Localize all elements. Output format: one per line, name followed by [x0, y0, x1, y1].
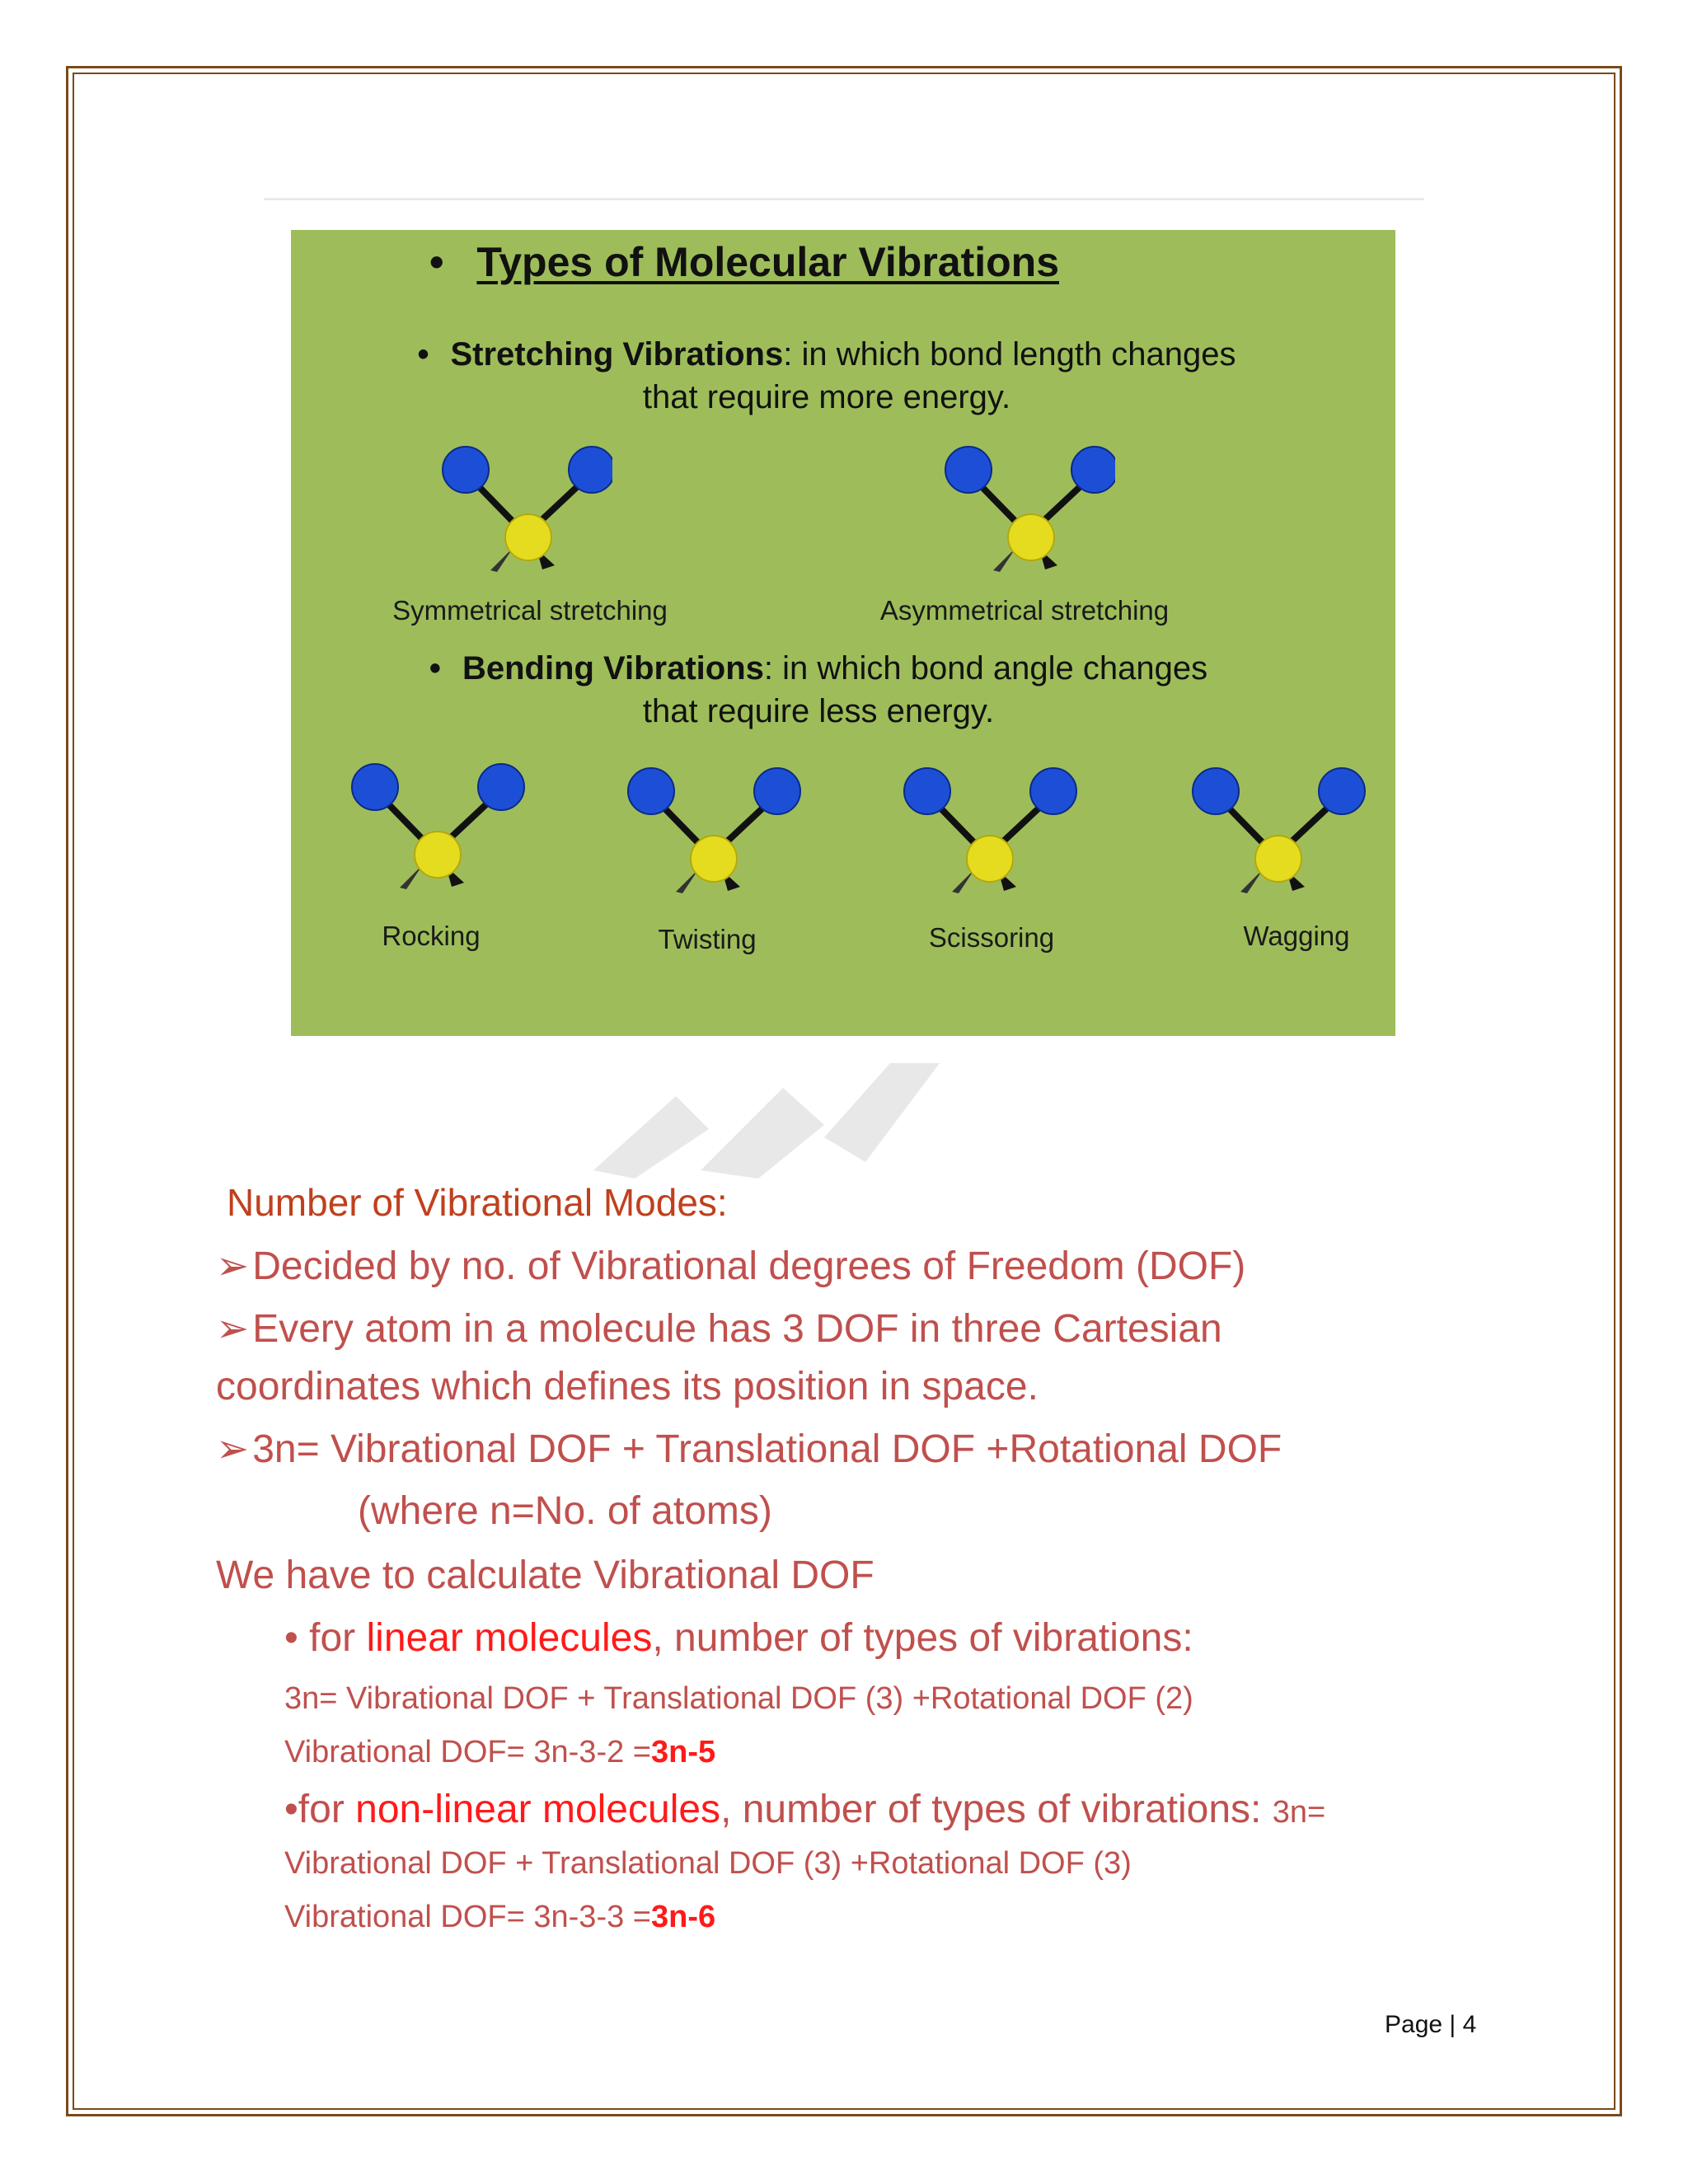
- nonlinear-equation-1: Vibrational DOF + Translational DOF (3) +Rotational DOF (3): [284, 1846, 1132, 1881]
- point-3n-note: (where n=No. of atoms): [358, 1489, 772, 1533]
- point-every-atom-text: Every atom in a molecule has 3 DOF in three Cartesian: [252, 1307, 1222, 1351]
- nonlinear-rest: , number of types of vibrations:: [720, 1788, 1273, 1831]
- point-3n-text: 3n= Vibrational DOF + Translational DOF +Rotational DOF: [252, 1427, 1282, 1471]
- caption-asymmetrical-stretching: Asymmetrical stretching: [879, 595, 1170, 626]
- watermark-fragment: [577, 1047, 989, 1179]
- linear-rest: , number of types of vibrations:: [652, 1616, 1193, 1660]
- nonlinear-equation-2: [284, 1900, 715, 1935]
- linear-term: linear molecules: [366, 1616, 653, 1660]
- page-number: 4: [1462, 2011, 1477, 2038]
- caption-symmetrical-stretching: Symmetrical stretching: [392, 595, 668, 626]
- stretching-desc-2: that require more energy.: [642, 379, 1011, 415]
- calc-intro: We have to calculate Vibrational DOF: [216, 1554, 874, 1597]
- bending-desc-1: : in which bond angle changes: [763, 650, 1208, 687]
- linear-bullet: • for: [284, 1616, 367, 1660]
- point-3n: [216, 1426, 1282, 1472]
- wagging-molecule: [1177, 762, 1367, 910]
- vibrations-slide: [291, 230, 1395, 1036]
- bending-desc-2: that require less energy.: [642, 693, 995, 729]
- bending-bullet: •: [429, 650, 441, 687]
- linear-heading: [284, 1615, 1193, 1661]
- nonlinear-heading: [284, 1787, 1325, 1832]
- title-bullet: •: [429, 239, 444, 285]
- arrow-bullet-icon: ➢: [216, 1427, 250, 1471]
- slide-title: [291, 238, 1198, 286]
- twisting-molecule: [612, 762, 802, 910]
- page-separator: |: [1449, 2011, 1456, 2038]
- nonlinear-eq2-prefix: Vibrational DOF= 3n-3-3 =: [284, 1900, 651, 1934]
- point-decided-text: Decided by no. of Vibrational degrees of Freedom (DOF): [252, 1244, 1246, 1288]
- arrow-bullet-icon: ➢: [216, 1244, 250, 1288]
- stretching-bullet: •: [417, 336, 429, 373]
- point-every-atom: [216, 1305, 1222, 1352]
- point-decided: [216, 1243, 1245, 1289]
- section-heading: Number of Vibrational Modes:: [227, 1181, 728, 1224]
- page-label: Page: [1385, 2011, 1443, 2038]
- stretching-paragraph: [373, 333, 1280, 419]
- arrow-bullet-icon: ➢: [216, 1307, 250, 1351]
- stretching-term: Stretching Vibrations: [450, 336, 784, 373]
- caption-twisting: Twisting: [658, 924, 757, 954]
- asymmetrical-stretching-molecule: [934, 440, 1115, 588]
- bending-paragraph: [365, 647, 1272, 733]
- linear-equation-2: [284, 1735, 715, 1770]
- symmetrical-stretching-molecule: [431, 440, 612, 588]
- linear-equation-1: 3n= Vibrational DOF + Translational DOF (3) +Rotational DOF (2): [284, 1681, 1193, 1716]
- page-footer: [1385, 2011, 1476, 2039]
- nonlinear-rest-small: 3n=: [1272, 1795, 1326, 1830]
- linear-eq2-prefix: Vibrational DOF= 3n-3-2 =: [284, 1735, 651, 1769]
- rocking-molecule: [336, 757, 526, 906]
- nonlinear-result: 3n-6: [650, 1900, 716, 1934]
- caption-rocking: Rocking: [382, 921, 481, 951]
- point-every-atom-cont: coordinates which defines its position in space.: [216, 1365, 1039, 1408]
- nonlinear-bullet: •for: [284, 1788, 356, 1831]
- stretching-desc-1: : in which bond length changes: [783, 336, 1236, 373]
- top-rule: [264, 198, 1424, 200]
- nonlinear-term: non-linear molecules: [355, 1788, 721, 1831]
- linear-result: 3n-5: [650, 1735, 716, 1769]
- caption-scissoring: Scissoring: [928, 922, 1055, 953]
- bending-term: Bending Vibrations: [462, 650, 764, 687]
- scissoring-molecule: [889, 762, 1078, 910]
- slide-title-text: Types of Molecular Vibrations: [476, 239, 1060, 285]
- caption-wagging: Wagging: [1243, 921, 1350, 951]
